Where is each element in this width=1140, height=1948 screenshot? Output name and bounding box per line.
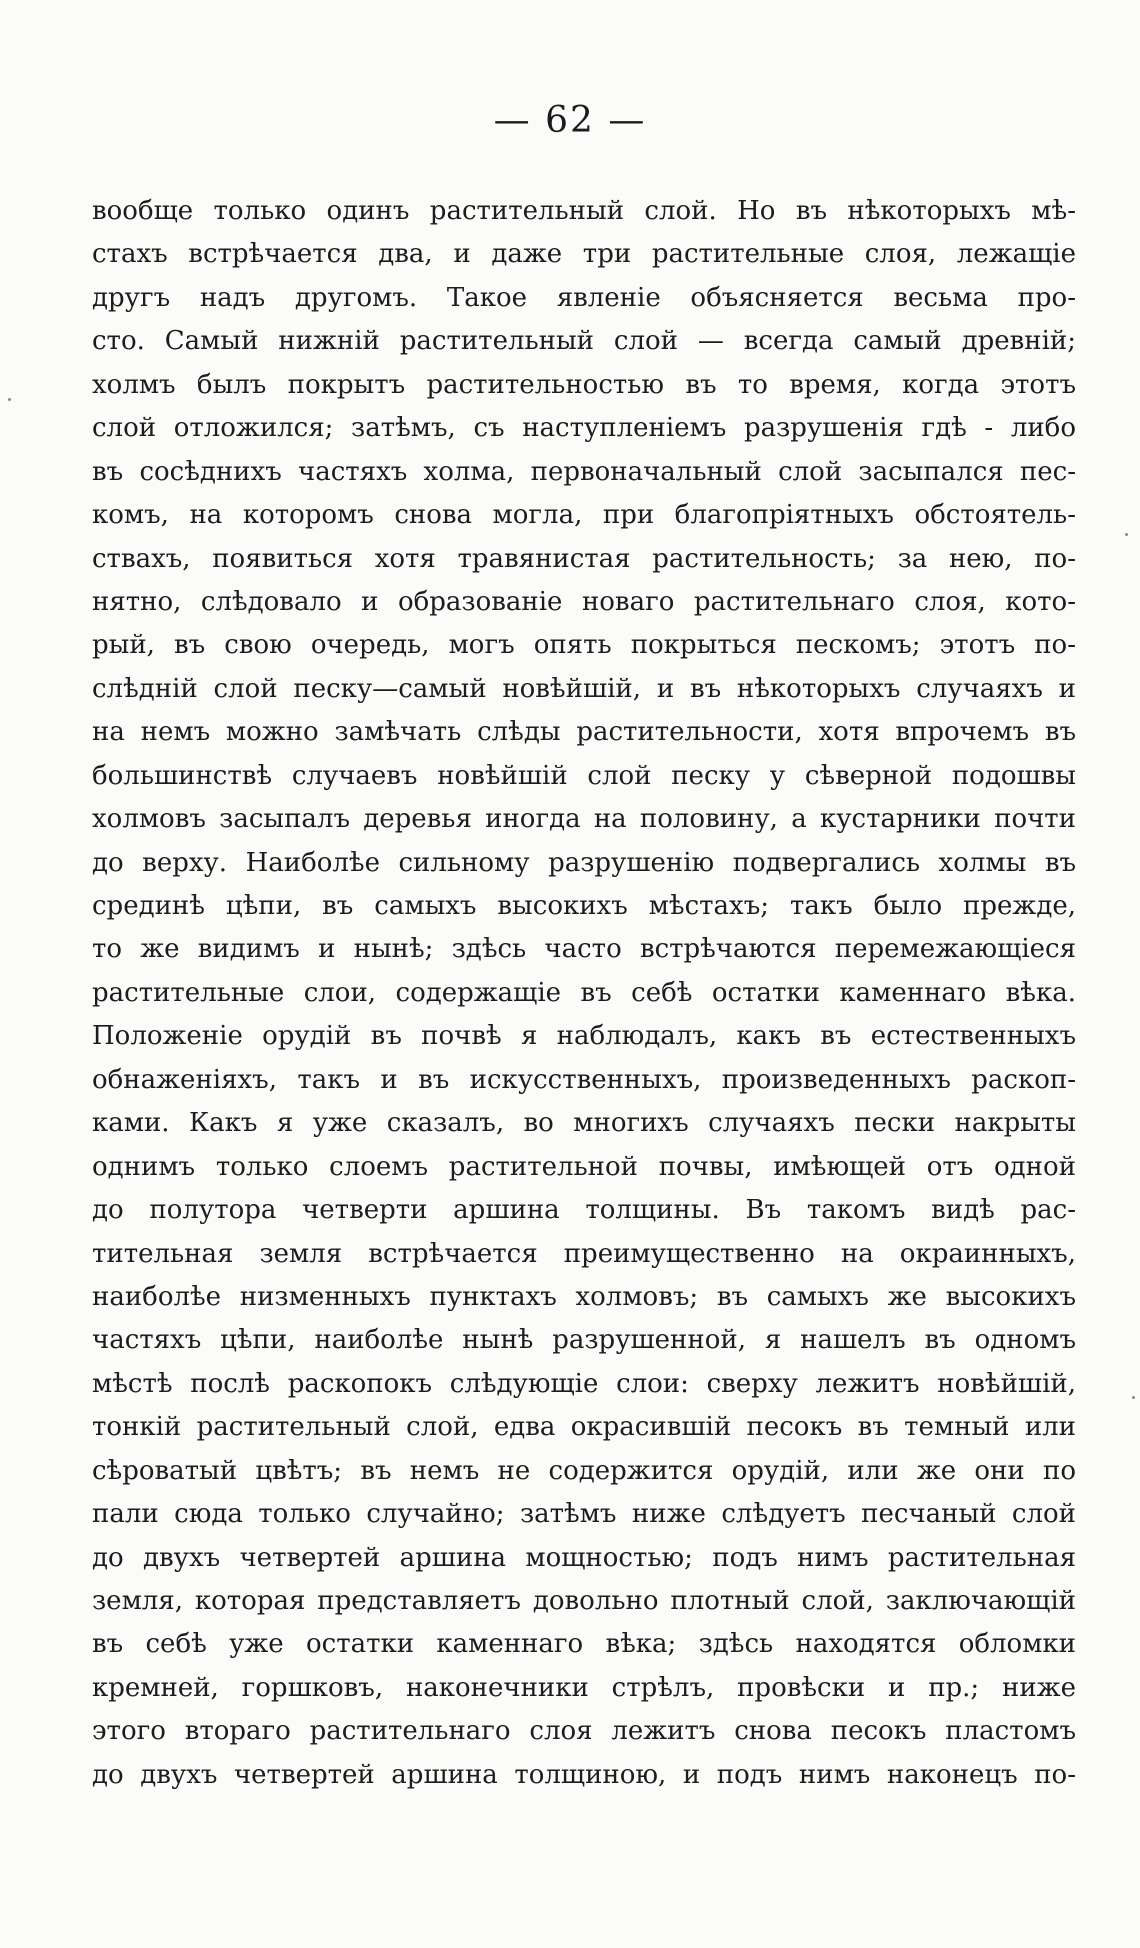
text-line: сѣроватый цвѣтъ; въ немъ не содержится орудій, или же они по bbox=[92, 1455, 1076, 1486]
text-line: земля, которая представляетъ довольно плотный слой, заключающій bbox=[92, 1586, 1076, 1616]
text-line: большинствѣ случаевъ новѣйшій слой песку у сѣверной подошвы bbox=[92, 760, 1076, 791]
text-line: на немъ можно замѣчать слѣды растительности, хотя впрочемъ въ bbox=[92, 717, 1076, 748]
text-line: тительная земля встрѣчается преимущественно на окраинныхъ, bbox=[92, 1238, 1076, 1269]
text-line: пали сюда только случайно; затѣмъ ниже слѣдуетъ песчаный слой bbox=[92, 1499, 1076, 1530]
text-line: этого втораго растительнаго слоя лежитъ снова песокъ пластомъ bbox=[92, 1716, 1076, 1747]
text-line: рый, въ свою очередь, могъ опять покрыться пескомъ; этотъ по- bbox=[92, 630, 1076, 661]
text-line: срединѣ цѣпи, въ самыхъ высокихъ мѣстахъ; такъ было прежде, bbox=[92, 891, 1076, 921]
text-line: обнаженіяхъ, такъ и въ искусственныхъ, произведенныхъ раскоп- bbox=[92, 1064, 1076, 1095]
text-line: комъ, на которомъ снова могла, при благопріятныхъ обстоятель- bbox=[92, 500, 1076, 531]
text-line: стахъ встрѣчается два, и даже три растительные слоя, лежащіе bbox=[92, 239, 1076, 270]
text-line: сто. Самый нижній растительный слой — всегда самый древній; bbox=[92, 326, 1076, 357]
text-line: холмовъ засыпалъ деревья иногда на половину, а кустарники почти bbox=[92, 804, 1076, 835]
text-line: слѣдній слой песку—самый новѣйшій, и въ нѣкоторыхъ случаяхъ и bbox=[92, 673, 1076, 704]
text-line: слой отложился; затѣмъ, съ наступленіемъ разрушенія гдѣ - либо bbox=[92, 413, 1076, 444]
text-line: Положеніе орудій въ почвѣ я наблюдалъ, какъ въ естественныхъ bbox=[92, 1021, 1076, 1052]
text-line: наиболѣе низменныхъ пунктахъ холмовъ; въ самыхъ же высокихъ bbox=[92, 1281, 1076, 1312]
page-number: — 62 — bbox=[493, 100, 647, 141]
text-line: до верху. Наиболѣе сильному разрушенію подвергались холмы въ bbox=[92, 847, 1076, 878]
text-line: въ сосѣднихъ частяхъ холма, первоначальный слой засыпался пес- bbox=[92, 456, 1076, 487]
text-line: кремней, горшковъ, наконечники стрѣлъ, провѣски и пр.; ниже bbox=[92, 1672, 1076, 1703]
text-line: до полутора четверти аршина толщины. Въ такомъ видѣ рас- bbox=[92, 1195, 1076, 1226]
text-line: частяхъ цѣпи, наиболѣе нынѣ разрушенной, я нашелъ въ одномъ bbox=[92, 1325, 1076, 1356]
text-line: то же видимъ и нынѣ; здѣсь часто встрѣчаются перемежающіеся bbox=[92, 934, 1076, 965]
body-text bbox=[92, 190, 1076, 1797]
text-line: до двухъ четвертей аршина толщиною, и подъ нимъ наконецъ по- bbox=[92, 1759, 1076, 1790]
text-line: ками. Какъ я уже сказалъ, во многихъ случаяхъ пески накрыты bbox=[92, 1108, 1076, 1139]
text-line: растительные слои, содержащіе въ себѣ остатки каменнаго вѣка. bbox=[92, 977, 1076, 1008]
scan-speck bbox=[1132, 1396, 1135, 1399]
text-line: до двухъ четвертей аршина мощностью; подъ нимъ растительная bbox=[92, 1542, 1076, 1573]
text-line: нятно, слѣдовало и образованіе новаго растительнаго слоя, кото- bbox=[92, 586, 1076, 617]
text-line: въ себѣ уже остатки каменнаго вѣка; здѣсь находятся обломки bbox=[92, 1629, 1076, 1660]
text-line: ствахъ, появиться хотя травянистая растительность; за нею, по- bbox=[92, 543, 1076, 574]
text-line: однимъ только слоемъ растительной почвы, имѣющей отъ одной bbox=[92, 1151, 1076, 1182]
scan-speck bbox=[8, 398, 11, 401]
text-line: мѣстѣ послѣ раскопокъ слѣдующіе слои: сверху лежитъ новѣйшій, bbox=[92, 1368, 1076, 1399]
scan-speck bbox=[1125, 533, 1128, 536]
text-line: холмъ былъ покрытъ растительностью въ то время, когда этотъ bbox=[92, 369, 1076, 400]
text-line: тонкій растительный слой, едва окрасившій песокъ въ темный или bbox=[92, 1412, 1076, 1443]
text-line: другъ надъ другомъ. Такое явленіе объясняется весьма про- bbox=[92, 282, 1076, 313]
text-line: вообще только одинъ растительный слой. Но въ нѣкоторыхъ мѣ- bbox=[92, 196, 1076, 226]
